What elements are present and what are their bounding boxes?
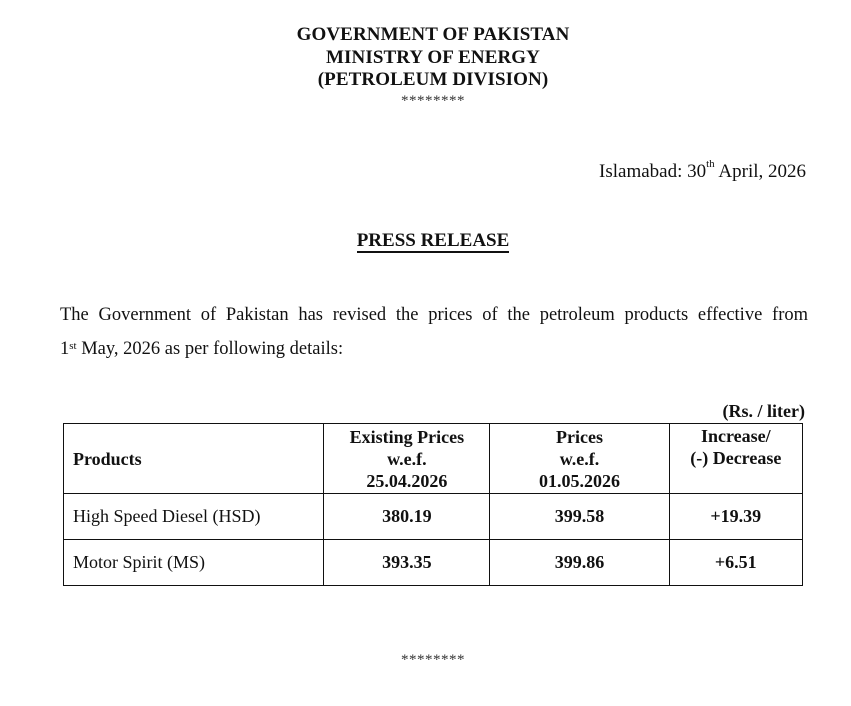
dateline-place: Islamabad: 30: [599, 161, 707, 182]
price-change: +19.39: [669, 494, 802, 540]
new-price: 399.58: [490, 494, 669, 540]
existing-price: 380.19: [324, 494, 490, 540]
dateline: [599, 158, 806, 183]
header-change-line2: (-) Decrease: [690, 448, 782, 468]
body-paragraph: [60, 298, 808, 366]
header-new-line3: 01.05.2026: [539, 470, 621, 491]
header-existing-line1: Existing Prices: [349, 426, 465, 447]
header-existing-line3: 25.04.2026: [366, 470, 448, 491]
body-line-2-day: 1: [60, 339, 70, 359]
unit-label: (Rs. / liter): [722, 401, 805, 421]
header-government: GOVERNMENT OF PAKISTAN: [296, 24, 570, 45]
table-row: [64, 540, 803, 586]
dateline-day-suffix: th: [706, 158, 715, 170]
price-table: [63, 423, 803, 586]
header-products: [64, 424, 324, 494]
header-new-line2: w.e.f.: [559, 448, 600, 469]
header-products-label: Products: [73, 448, 142, 469]
header-ministry: MINISTRY OF ENERGY: [325, 46, 541, 68]
body-line-1: The Government of Pakistan has revised the prices of the petroleum products effective from: [60, 305, 808, 325]
header-new-line1: Prices: [556, 426, 603, 447]
press-release-title: PRESS RELEASE: [356, 230, 510, 251]
existing-price: 393.35: [324, 540, 490, 586]
body-line-2-rest: May, 2026 as per following details:: [76, 339, 344, 359]
header-separator: ********: [401, 92, 465, 109]
page-title: [0, 230, 851, 252]
header-existing-prices: [324, 424, 490, 494]
product-name: Motor Spirit (MS): [64, 540, 324, 586]
price-change: +6.51: [669, 540, 802, 586]
header-change-line1: Increase/: [700, 426, 771, 446]
body-line-2-suffix: st: [69, 340, 77, 352]
new-price: 399.86: [490, 540, 669, 586]
header-new-prices: [490, 424, 669, 494]
header-change: [669, 424, 802, 494]
table-row: [64, 494, 803, 540]
footer-separator: ********: [401, 652, 465, 668]
table-header-row: [64, 424, 803, 494]
header-division: (PETROLEUM DIVISION): [317, 69, 549, 90]
product-name: High Speed Diesel (HSD): [64, 494, 324, 540]
header-existing-line2: w.e.f.: [387, 448, 427, 469]
dateline-rest: April, 2026: [714, 161, 806, 182]
document-header: [0, 24, 851, 110]
